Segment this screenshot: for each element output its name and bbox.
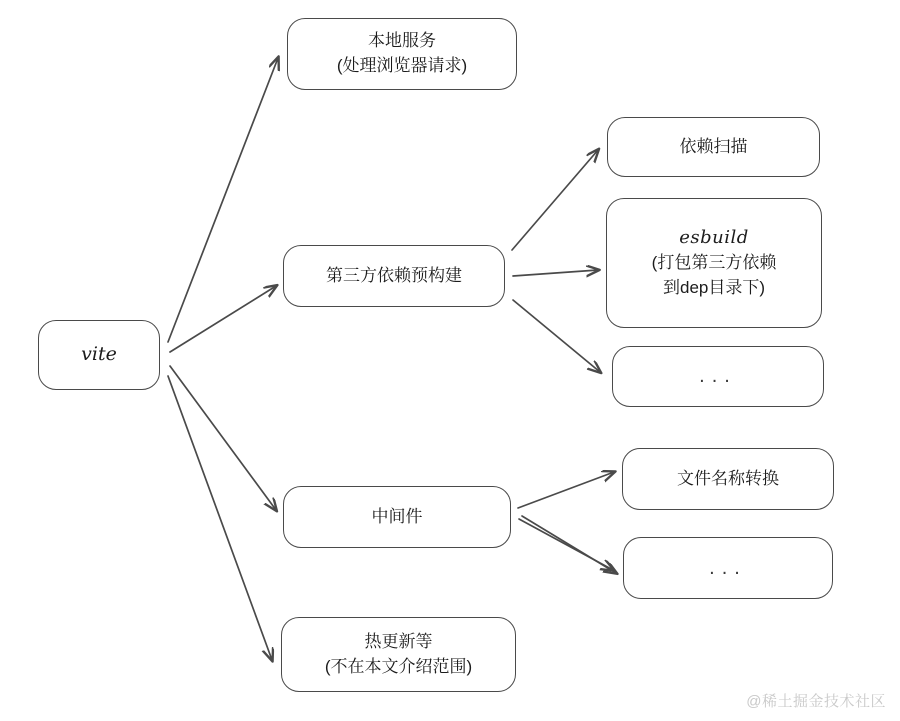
- node-hmr-label-1: 热更新等: [364, 631, 433, 651]
- edge-prebundle-dep-scan: [512, 150, 598, 250]
- edge-prebundle-more: [513, 300, 600, 372]
- node-middleware-more[interactable]: [623, 537, 833, 599]
- node-local-server[interactable]: [287, 18, 517, 90]
- node-filename-transform-label: 文件名称转换: [677, 468, 779, 488]
- node-esbuild[interactable]: [606, 198, 822, 328]
- node-hmr[interactable]: [281, 617, 516, 692]
- edge-middleware-more-2: [522, 516, 616, 573]
- edge-middleware-more: [519, 519, 613, 570]
- node-hmr-label-2: (不在本文介绍范围): [324, 656, 473, 676]
- watermark: @稀土掘金技术社区: [746, 693, 886, 710]
- node-esbuild-label-3: 到dep目录下): [662, 278, 766, 298]
- node-prebundle-label: 第三方依赖预构建: [326, 265, 462, 285]
- edge-vite-middleware: [170, 366, 276, 510]
- node-prebundle-more[interactable]: [612, 346, 824, 407]
- edge-middleware-filename: [518, 472, 614, 508]
- node-filename-transform[interactable]: [622, 448, 834, 510]
- edge-vite-hmr: [168, 376, 272, 660]
- node-prebundle[interactable]: [283, 245, 505, 307]
- node-middleware-more-label: ...: [709, 556, 747, 579]
- node-vite[interactable]: [38, 320, 160, 390]
- node-prebundle-more-label: ...: [699, 365, 737, 387]
- edge-prebundle-esbuild: [513, 270, 598, 276]
- edge-vite-local-server: [168, 58, 278, 342]
- node-middleware-label: 中间件: [371, 506, 423, 526]
- node-local-server-label-1: 本地服务: [368, 31, 436, 51]
- node-esbuild-label-2: (打包第三方依赖: [651, 253, 777, 273]
- node-esbuild-label-1: esbuild: [679, 227, 749, 249]
- node-local-server-label-2: (处理浏览器请求): [336, 56, 468, 75]
- edge-vite-prebundle: [170, 286, 276, 352]
- node-dep-scan-label: 依赖扫描: [679, 136, 748, 156]
- node-middleware[interactable]: [283, 486, 511, 548]
- node-vite-label: vite: [81, 343, 117, 366]
- node-dep-scan[interactable]: [607, 117, 820, 177]
